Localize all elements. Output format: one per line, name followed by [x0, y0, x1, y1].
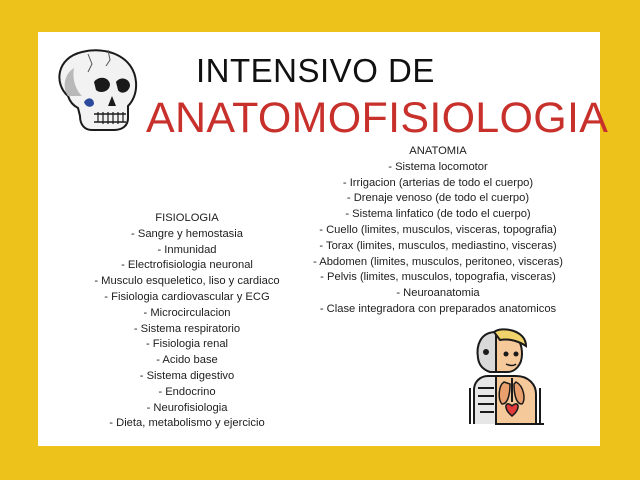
- skull-icon: [48, 44, 140, 140]
- fisiologia-item: - Musculo esqueletico, liso y cardiaco: [94, 275, 280, 288]
- anatomia-item: - Neuroanatomia: [396, 287, 480, 300]
- fisiologia-item: - Inmunidad: [157, 243, 217, 256]
- fisiologia-item: - Neurofisiologia: [146, 401, 228, 414]
- anatomia-item: - Clase integradora con preparados anatomicos: [319, 302, 557, 315]
- fisiologia-heading: FISIOLOGIA: [155, 212, 219, 224]
- anatomia-heading: ANATOMIA: [409, 145, 467, 157]
- anatomia-item: - Abdomen (limites, musculos, peritoneo, visceras): [313, 255, 563, 268]
- fisiologia-item: - Fisiologia cardiovascular y ECG: [104, 290, 270, 303]
- anatomia-item: - Sistema linfatico (de todo el cuerpo): [345, 208, 531, 221]
- anatomia-item: - Cuello (limites, musculos, visceras, topografia): [319, 223, 557, 236]
- anatomia-item: - Sistema locomotor: [388, 160, 488, 173]
- fisiologia-item: - Sistema digestivo: [139, 369, 235, 382]
- fisiologia-item: - Microcirculacion: [143, 306, 231, 319]
- anatomia-list: [288, 144, 588, 318]
- fisiologia-item: - Sistema respiratorio: [133, 322, 241, 335]
- title-line-2: ANATOMOFISIOLOGIA: [146, 94, 609, 142]
- fisiologia-item: - Sangre y hemostasia: [131, 227, 243, 240]
- fisiologia-item: - Dieta, metabolismo y ejercicio: [109, 417, 265, 430]
- fisiologia-item: - Fisiologia renal: [145, 338, 229, 351]
- anatomia-item: - Torax (limites, musculos, mediastino, visceras): [319, 239, 557, 252]
- title-line-1: INTENSIVO DE: [196, 52, 435, 89]
- anatomia-item: - Pelvis (limites, musculos, topografia, visceras): [320, 271, 556, 284]
- fisiologia-list: [74, 211, 300, 432]
- fisiologia-item: - Endocrino: [158, 385, 216, 398]
- human-anatomy-icon: [466, 328, 558, 426]
- fisiologia-item: - Electrofisiologia neuronal: [121, 259, 253, 272]
- anatomia-item: - Irrigacion (arterias de todo el cuerpo): [342, 176, 534, 189]
- fisiologia-item: - Acido base: [156, 354, 218, 367]
- anatomia-item: - Drenaje venoso (de todo el cuerpo): [346, 192, 530, 205]
- poster-card: [38, 32, 609, 446]
